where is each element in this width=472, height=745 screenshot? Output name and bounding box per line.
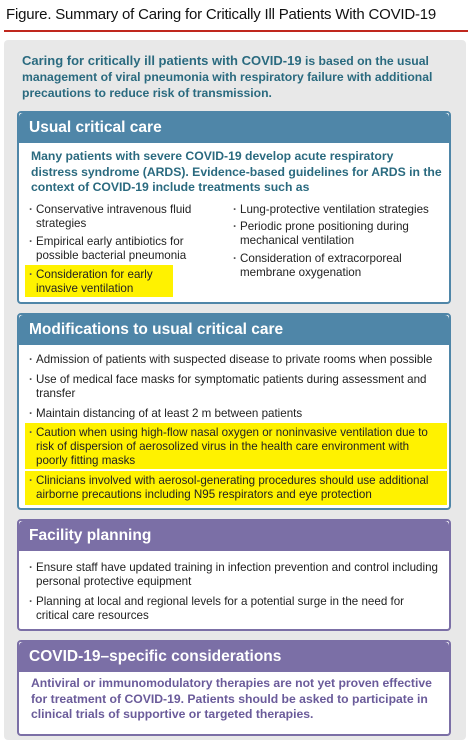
section-modifications xyxy=(17,313,451,510)
intro-rest: is based on the usual management of viral pneumonia with respiratory failure with additional precautions to reduce risk of transmission. xyxy=(22,54,433,100)
list-item: · Use of medical face masks for symptomatic patients during assessment and transfer xyxy=(29,373,429,401)
title-rule xyxy=(4,30,468,32)
list-item: · Conservative intravenous fluid strategies xyxy=(29,203,229,231)
list-item-highlighted: · Clinicians involved with aerosol-generating procedures should use additional airborne precautions including N95 respirators and eye protection xyxy=(29,474,443,502)
list-item: · Admission of patients with suspected disease to private rooms when possible xyxy=(29,353,445,367)
intro-text xyxy=(22,53,452,101)
section-facility-planning xyxy=(17,519,451,631)
section-usual-critical-care xyxy=(17,111,451,304)
section-header: Modifications to usual critical care xyxy=(19,315,449,345)
section-header: COVID-19–specific considerations xyxy=(19,642,449,672)
section-lead: Many patients with severe COVID-19 develop acute respiratory distress syndrome (ARDS). Evidence-based guidelines for ARDS in the context of COVID-19 include treatments such as xyxy=(31,149,442,194)
list-item: · Empirical early antibiotics for possible bacterial pneumonia xyxy=(29,235,229,263)
section-covid-specific xyxy=(17,640,451,736)
list-item: · Ensure staff have updated training in infection prevention and control including personal protective equipment xyxy=(29,561,439,589)
list-item-highlighted: · Consideration for early invasive ventilation xyxy=(29,268,171,296)
list-item: · Planning at local and regional levels for a potential surge in the need for critical care resources xyxy=(29,595,433,623)
list-item: · Periodic prone positioning during mechanical ventilation xyxy=(233,220,433,248)
section-lead: Antiviral or immunomodulatory therapies are not yet proven effective for treatment of COVID-19. Patients should be asked to participate in clinical trials of supportive or targeted therapies. xyxy=(31,676,432,721)
section-header: Usual critical care xyxy=(19,113,449,143)
figure-title: Figure. Summary of Caring for Critically Ill Patients With COVID-19 xyxy=(6,6,437,23)
list-item: · Consideration of extracorporeal membrane oxygenation xyxy=(233,252,433,280)
intro-bold: Caring for critically ill patients with COVID-19 xyxy=(22,53,302,68)
list-item: · Maintain distancing of at least 2 m between patients xyxy=(29,407,445,421)
section-header: Facility planning xyxy=(19,521,449,551)
list-item: · Lung-protective ventilation strategies xyxy=(233,203,445,217)
list-item-highlighted: · Caution when using high-flow nasal oxygen or noninvasive ventilation due to risk of dispersion of aerosolized virus in the health care environment with poorly fitting masks xyxy=(29,426,443,468)
